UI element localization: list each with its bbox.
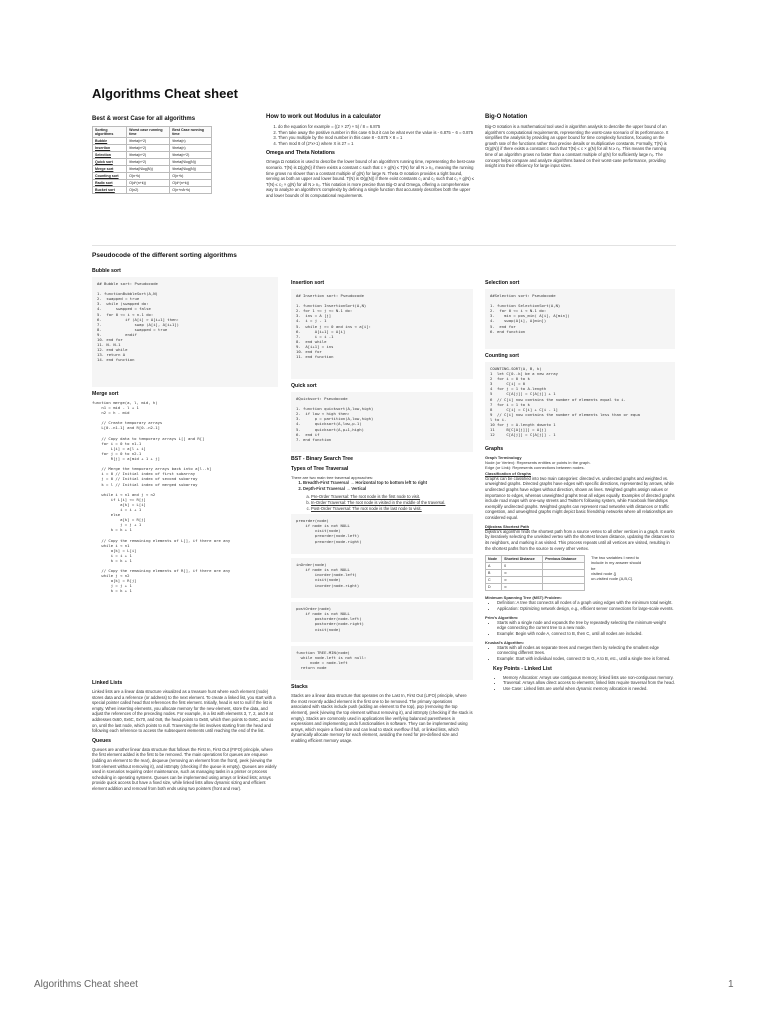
- table-header: Sorting algorithms: [93, 127, 127, 138]
- table-row: [93, 173, 212, 180]
- postorder-code: postOrder(node) if node is not NULL postorder(node.left) postorder(node.right) visit(node): [291, 602, 473, 642]
- mst-list: [485, 600, 675, 611]
- complexity-cell: O(n+n/k+k): [170, 187, 212, 194]
- prim-heading: Prim's Algorithm:: [485, 614, 519, 620]
- table-row: [486, 563, 585, 570]
- page-title: Algorithms Cheat sheet: [92, 86, 238, 101]
- list-item: • Use Case: Linked lists are useful when dynamic memory allocation is needed.: [503, 686, 675, 692]
- list-item: b. In-Order Traversal: The root node is visited in the middle of the traversal.: [311, 500, 473, 506]
- traversal-list: [291, 480, 473, 491]
- modulus-section: [266, 114, 476, 202]
- stacks-text: Stacks are a linear data structure that operates on the Last In, First Out (LIFO) principle, where the most recently added element is the first one to be removed. The primary operations associated with stacks include push (adding an element to the top), pop (removing the top element), peek (viewing the top element without removing it), and isEmpty (checking if the stack is empty). Stacks are commonly used in applications like verifying balanced parentheses in expressions and implementing undo functionalities in software. They can be implemented using arrays, which require a fixed size and can lead to stack overflow if full, or linked lists, which dynamically allocate memory for each element, avoiding the need for pre-defined size and enabling efficient memory usage.: [291, 693, 473, 743]
- quick-code: #Quicksort: Pseudocode 1. function quicksort(A,low,high) 2. if low < high then: 3. p = partition(A,low,high) 4. quicksort(A,low,p-1) 5. quicksort(A,p+1,high) 6. end if 7. end function: [291, 392, 473, 452]
- complexity-cell: \theta(n^2): [127, 138, 170, 145]
- omega-text: Omega Ω notation is used to describe the lower bound of an algorithm's running time, representing the best-case scenario. T(N) is Ω(g(N)) if there exists a constant c such that c × g(N) ≤ T(N) for all N ≥ n₀, meaning the running time grows no slower than a constant multiple of g(N) for large N. Theta Θ notation provides a tight bound, serving as both an upper and lower bound. T(N) is Θ(g(N)) if there exist constants c₁ and c₂ such that c₁ × g(N) ≤ T(N) ≤ c₂ × g(N) for all N ≥ n₀. This notation is more precise than Big-O and Omega, offering a comprehensive way to analyze an algorithm's complexity by defining a single function that accurately describes both the upper and lower bounds of its computational requirements.: [266, 159, 476, 198]
- table-header: Best Case running time: [170, 127, 212, 138]
- complexity-table: [92, 126, 212, 194]
- algorithm-name: Selection: [93, 152, 127, 159]
- traversal-intro: There are two main tree traversal approaches:: [291, 475, 374, 480]
- complexity-cell: \theta(Nlog(N)): [170, 166, 212, 173]
- note-line: un-visited node {A,B,C}: [591, 575, 633, 581]
- list-item: 2. Then take away the positive number in this case 6 but it can be what ever the value is - 6.875 − 6 = 0.875: [278, 130, 476, 136]
- list-item: 4. Then mod 8 of (2*x+1) where X is 27 = 1: [278, 141, 476, 147]
- list-item: • Application: Optimizing network design, e.g., efficient server connections for large-scale events.: [497, 606, 675, 612]
- page-number: 1: [728, 979, 734, 990]
- bigo-heading: Big-O Notation: [485, 114, 528, 120]
- pseudocode-heading: Pseudocode of the different sorting algorithms: [92, 252, 237, 259]
- table-header: Worst case running time: [127, 127, 170, 138]
- table-header: Previous Distance: [543, 556, 585, 563]
- algorithm-name: Bubble: [93, 138, 127, 145]
- counting-heading: Counting sort: [485, 353, 519, 359]
- table-cell: [543, 570, 585, 577]
- linked-heading: Linked Lists: [92, 680, 123, 686]
- graphs-heading: Graphs: [485, 446, 504, 452]
- dijkstra-note: [591, 555, 671, 591]
- selection-heading: Selection sort: [485, 280, 520, 286]
- modulus-steps: [266, 124, 476, 146]
- complexity-cell: O(n+k): [170, 173, 212, 180]
- merge-code: function merge(a, l, mid, h) n1 = mid - l + 1 n2 = h - mid // Create temporary arrays L[0..n1-1] and R[0..n2-1] // Copy data to temporary arrays L[] and R[] for i = 0 to n1-1 L[i] = a[l + i] for j = 0 to n2-1 R[j] = a[mid + 1 + j] // Merge the temporary arrays back into a[l..h] i = 0 // Initial index of first subarray j = 0 // Initial index of second subarray k = l // Initial index of merged subarray while i < n1 and j < n2 if L[i] <= R[j] a[k] = L[i] i = i + 1 else a[k] = R[j] j = j + 1 k = k + 1 // Copy the remaining elements of L[], if there are any while i < n1 a[k] = L[i] i = i + 1 k = k + 1 // Copy the remaining elements of R[], if there are any while j < n2 a[k] = R[j] j = j + 1 k = k + 1: [92, 400, 231, 594]
- dijkstra-table-body: [486, 563, 585, 591]
- divider: [92, 245, 676, 246]
- inorder-code: inOrder(node) if node is not NULL inorder(node.left) visit(node) inorder(node.right): [291, 558, 473, 598]
- table-row: [486, 577, 585, 584]
- kruskal-list: [485, 645, 675, 662]
- classification-text: Graphs can be classified into two main categories: directed vs. undirected graphs and weighted vs. unweighted graphs. Directed graphs have edges with specific directions, represented by arrows, while undirected graphs have edges without direction, shown as lines. Weighted graphs assign values or importance to edges, whereas unweighted graphs treat all edges equally. Examples of directed graphs include road maps with one-way streets and Twitter's following system, while Facebook friendships exemplify undirected graphs. Weighted graphs can represent road networks with distances or traffic congestion, and unweighted graphs might depict basic friendship networks where all relationships are considered equal.: [485, 475, 675, 520]
- complexity-cell: O(d*(n+k)): [170, 180, 212, 187]
- complexity-table-body: [93, 138, 212, 194]
- table-row: [93, 166, 212, 173]
- complexity-cell: \theta(Nlog(N)): [127, 166, 170, 173]
- table-cell: [543, 563, 585, 570]
- best-worst-section: [92, 116, 252, 194]
- complexity-cell: O(n2): [127, 187, 170, 194]
- algorithm-name: Quick sort: [93, 159, 127, 166]
- algorithm-name: Bucket sort: [93, 187, 127, 194]
- graph-terminology: Graph Terminology: [485, 455, 522, 460]
- queues-heading: Queues: [92, 737, 112, 744]
- bubble-code: ## Bubble sort: Pseudocode 1. functionBubbleSort(A,N) 2. swapped = true 3. while (swapped do: 4. swapped = false 5. for 0 <= i < n-1 do: 6. if (A[i] > A[i+1] then: 7. swap (A[i], A[i+1]) 8. swapped = true 9. endif 10. end for 11. N- N-1 12. end while 13. return A 14. end function: [92, 277, 278, 387]
- complexity-cell: \theta(n^2): [127, 159, 170, 166]
- table-row: [486, 584, 585, 591]
- keypoints-heading: Key Points - Linked List: [493, 665, 552, 672]
- note-line: be: [591, 565, 596, 571]
- table-cell: 0: [502, 563, 543, 570]
- list-item: • Example: Start with individual nodes, connect D to G, A to B, etc., until a single tree is formed.: [497, 656, 675, 662]
- list-item: • Definition: A tree that connects all nodes of a graph using edges with the minimum total weight.: [497, 600, 675, 606]
- table-cell: D: [486, 584, 502, 591]
- complexity-cell: \theta(n^2): [127, 145, 170, 152]
- table-cell: ∞: [502, 570, 543, 577]
- bubble-heading: Bubble sort: [92, 268, 121, 274]
- complexity-cell: \theta(Nlog(N)): [170, 159, 212, 166]
- stacks-heading: Stacks: [291, 684, 308, 691]
- algorithm-name: Radix sort: [93, 180, 127, 187]
- linked-text: Linked lists are a linear data structure visualized as a treasure hunt where each element (node) stores data and a reference (or address) to the next element. To create a linked list, you start with a special pointer called head that references the first element. Initially, head is set to null if the list is empty. When inserting elements, you allocate memory for the new element, store the data, and adjust the references of the preceding nodes. For example, in a list with elements 3, 7, 2, and 9 at addresses 0x60, 0x6C, 0x70, and 0x8, the head points to 0x60, which then points to 0x6C, and so on, until the last node, which points to null. Traversing the list involves starting from the head and following each reference to access the subsequent elements until reaching the end of the list.: [92, 689, 276, 734]
- column-left: [92, 264, 278, 795]
- list-item: 2. Depth-First Traversal → Vertical: [303, 486, 473, 492]
- complexity-cell: O(d*(n+k)): [127, 180, 170, 187]
- insertion-heading: Insertion sort: [291, 280, 325, 286]
- dijkstra-table: [485, 555, 585, 591]
- table-header: Node: [486, 556, 502, 563]
- table-cell: C: [486, 577, 502, 584]
- complexity-cell: O(n+k): [127, 173, 170, 180]
- traversal-heading: Types of Tree Traversal: [291, 466, 349, 472]
- note-line: The two variables I need to: [591, 555, 640, 561]
- table-cell: ∞: [502, 584, 543, 591]
- table-cell: ∞: [502, 577, 543, 584]
- note-line: visited node {}: [591, 570, 617, 576]
- list-item: • Starts with all nodes as separate trees and merges them by selecting the smallest edge connecting different trees.: [497, 645, 675, 656]
- table-row: [93, 152, 212, 159]
- algorithm-name: Insertion: [93, 145, 127, 152]
- list-item: • Memory Allocation: Arrays use contiguous memory; linked lists use non-contiguous memory.: [503, 675, 675, 681]
- dijkstra-table-wrap: [485, 555, 675, 591]
- table-cell: [543, 584, 585, 591]
- note-line: include in my answer should: [591, 560, 642, 566]
- queues-text: Queues are another linear data structure that follows the First In, First Out (FIFO) principle, where the first element added is the first to be removed. The main operations for queues are enqueue (adding an element to the rear), dequeue (removing an element from the front), peek (viewing the front element without removing it), and isEmpty (checking if the queue is empty). Queues are widely used in scenarios requiring order maintenance, such as managing tasks in a printer or process scheduling in operating systems. Queues can be implemented using arrays or linked lists; arrays provide quick access but have a fixed size, while linked lists allow dynamic sizing and efficient element addition and removal from both ends using two pointers (front and rear).: [92, 746, 277, 791]
- kruskal-heading: Kruskal's Algorithm:: [485, 639, 525, 645]
- table-cell: [543, 577, 585, 584]
- column-middle: [291, 276, 473, 747]
- preorder-code: preorder(node) if node is not NULL visit(node) preorder(node.left) preorder(node.right): [291, 514, 473, 554]
- table-row: [93, 138, 212, 145]
- algorithm-name: Counting sort: [93, 173, 127, 180]
- list-item: a. Pre-Order Traversal: The root node is the first node to visit.: [311, 494, 473, 500]
- column-right: [485, 276, 675, 694]
- algorithm-name: Merge sort: [93, 166, 127, 173]
- modulus-heading: How to work out Modulus in a calculator: [266, 114, 382, 120]
- list-item: 1. do the equation for example = ((2 × 27) + 5) / 8 = 6.875: [278, 124, 476, 130]
- prim-list: [485, 620, 675, 637]
- list-item: 3. Then you multiple by the mod number in this case 8 - 0.875 × 8 = 1: [278, 135, 476, 141]
- mst-heading: Minimum Spanning Tree (MST) Problem:: [485, 595, 562, 601]
- table-row: [93, 187, 212, 194]
- complexity-cell: \theta(n^2): [170, 152, 212, 159]
- treemin-code: function TREE-MIN(node) while node.left is not null: node = node.left return node: [291, 646, 473, 680]
- list-item: 1. Breadth-First Traversal → Horizontal top to bottom left to right: [303, 480, 473, 486]
- counting-code: COUNTING-SORT(A, B, k) 1 let C[0..k] be a new array 2 for i = 0 to k 3 C[i] = 0 4 for j = 1 to A.length 5 C[A[j]] = C[A[j]] + 1 6 // C[i] now contains the number of elements equal to i. 7 for i = 1 to k 8 C[i] = C[i] + C[i - 1] 9 // C[i] now contains the number of elements less than or equa l to i. 10 for j = A.length downto 1 11 B[C[A[j]]] = A[j] 12 C[A[j]] = C[A[j]] - 1: [485, 362, 675, 440]
- bigo-text: Big-O notation is a mathematical tool used in algorithm analysis to describe the upper bound of an algorithm's computational requirements, representing the worst-case scenario of its performance. It simplifies the analysis by providing an upper bound for time complexity functions, focusing on the growth rate of the functions rather than precise details or multiplicative constants. Formally, T(N) is O(g(N)) if there exists a constant c such that T(N) ≤ c × g(N) for all N ≥ n₀. This means the running time of an algorithm grows no faster than a constant multiple of g(N) for sufficiently large n₀. The concept helps compare and analyze algorithms based on their worst-case performance, providing insight into their efficiency for large input sizes.: [485, 124, 669, 169]
- traversal-sublist: [291, 494, 473, 511]
- bigo-section: [485, 114, 675, 172]
- table-header: Shortest Distance: [502, 556, 543, 563]
- omega-heading: Omega and Theta Notations: [266, 150, 335, 157]
- insertion-code: ## Insertion sort: Pseudocode 1. function InsertionSort(A,N) 2. for 1 <= j <= N-1 do: 3. ins = A [j] 4. i = j - 1 5. while j >= 0 and ins < a[i]: 6. A[i+1] = A[i] 7. i = i -1 8. end while 9. A[i+1] = ins 10. end for 11. end function: [291, 289, 473, 379]
- node-definition: Node (or Vertex): Represents entities or points in the graph.: [485, 460, 591, 466]
- table-row: [93, 145, 212, 152]
- classification-heading: Classification of Graphs: [485, 470, 532, 476]
- complexity-cell: \theta(n): [170, 145, 212, 152]
- table-row: [486, 570, 585, 577]
- keypoints-list: [485, 675, 675, 692]
- dijkstra-heading: Dijkstras Shortest Path: [485, 523, 530, 529]
- list-item: c. Post-Order Traversal: The root node is the last node to visit.: [311, 506, 473, 512]
- quick-heading: Quick sort: [291, 383, 317, 389]
- table-row: [93, 180, 212, 187]
- complexity-cell: \theta(n^2): [127, 152, 170, 159]
- list-item: • Traversal: Arrays allow direct access to elements; linked lists require traversal from the head.: [503, 680, 675, 686]
- merge-heading: Merge sort: [92, 391, 119, 397]
- table-cell: B: [486, 570, 502, 577]
- dijkstra-text: Dijkstra's algorithm finds the shortest path from a source vertex to all other vertices in a graph. It works by iteratively selecting the unvisited vertex with the shortest known distance, updating the distances to its neighbors, and marking it as visited. This process repeats until all vertices are visited, resulting in the shortest paths from the source to every other vertex.: [485, 528, 675, 551]
- list-item: • Example: Begin with node A, connect to B, then C, until all nodes are included.: [497, 631, 675, 637]
- selection-code: ##Selection sort: Pseudocode 1. function SelectionSort(A,N) 2. for 0 <= i < N-1 do: 3. min = pos_min( A[i], A[min]) 4. swap(A[i], A[min]) 5. end for 6. end function: [485, 289, 675, 349]
- complexity-cell: \theta(n): [170, 138, 212, 145]
- bst-heading: BST - Binary Search Tree: [291, 456, 353, 462]
- footer-title: Algorithms Cheat sheet: [34, 979, 138, 990]
- table-row: [93, 159, 212, 166]
- table-cell: A: [486, 563, 502, 570]
- edge-definition: Edge (or Link): Represents connections between nodes.: [485, 465, 585, 471]
- best-worst-heading: Best & worst Case for all algorithms: [92, 116, 196, 122]
- list-item: • Starts with a single node and expands the tree by repeatedly selecting the minimum-weight edge connecting the current tree to a new node.: [497, 620, 675, 631]
